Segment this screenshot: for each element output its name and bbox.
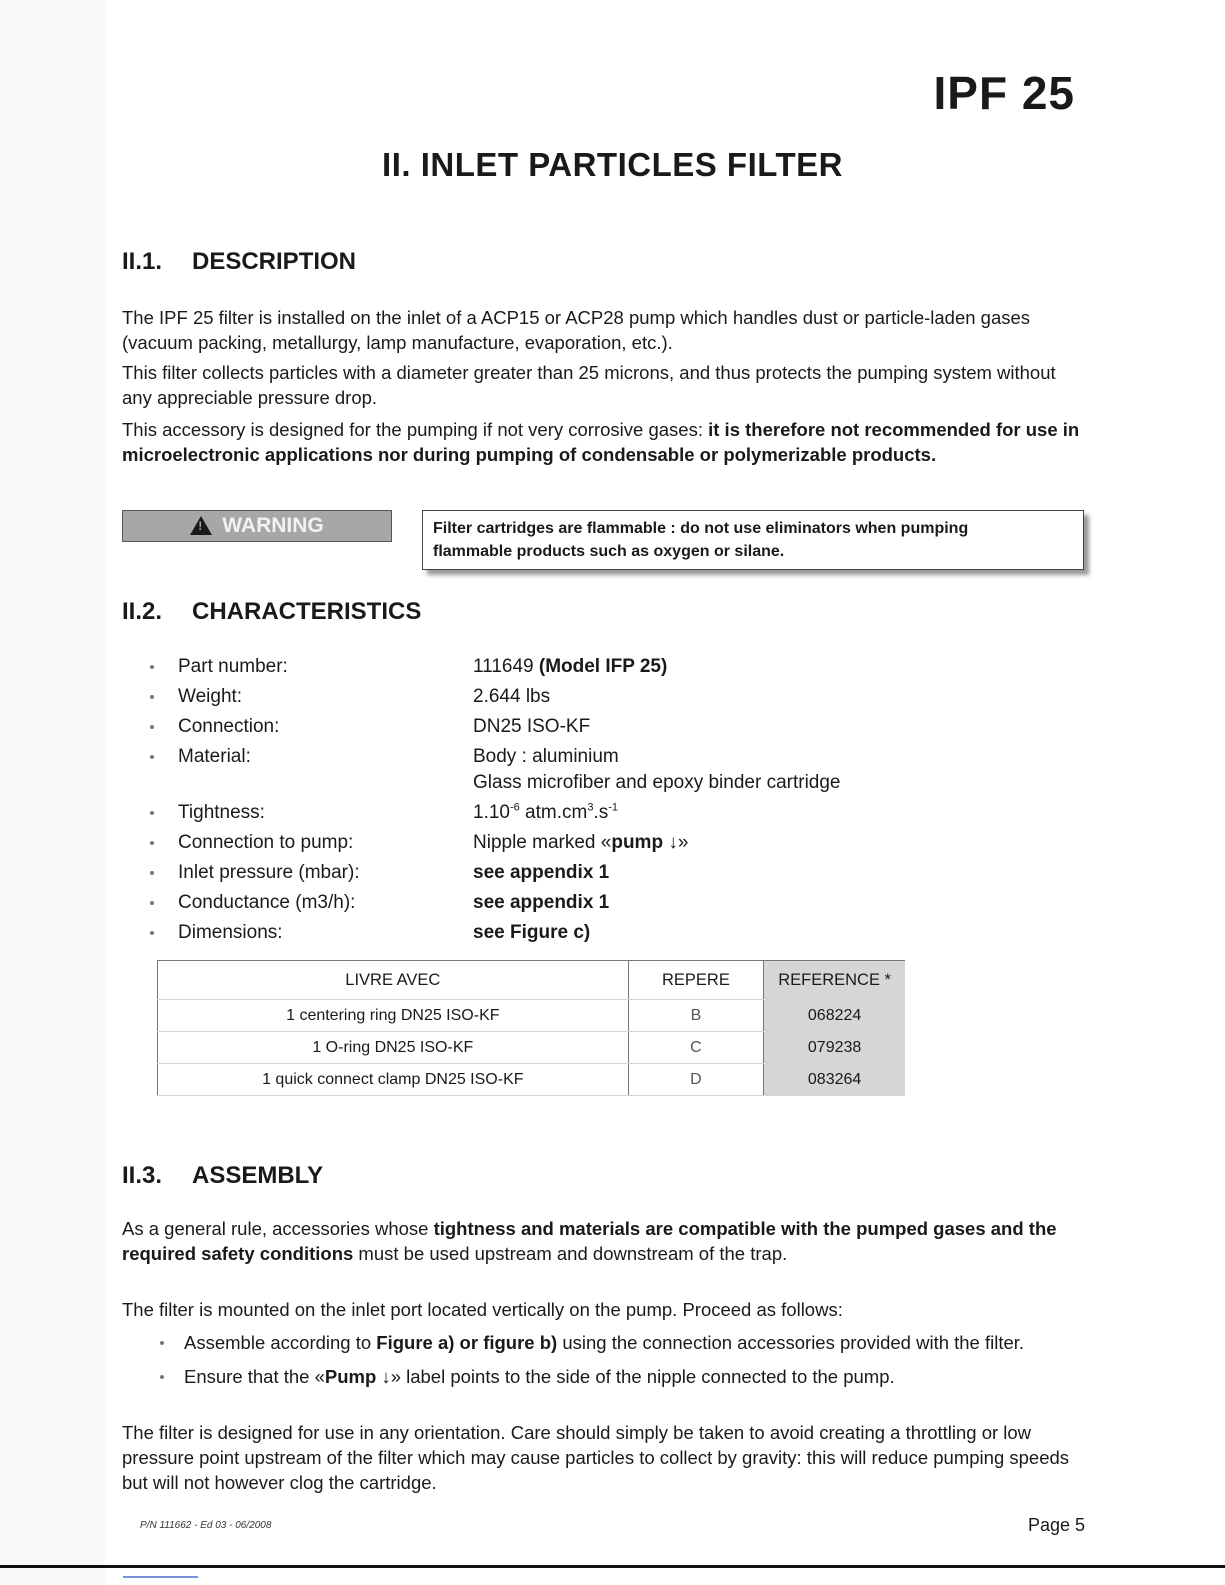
section-number: II.3. — [122, 1162, 163, 1189]
bullet-icon — [150, 901, 154, 905]
assembly-paragraph-2: The filter is mounted on the inlet port located vertically on the pump. Proceed as follows: — [122, 1299, 843, 1320]
section-heading-assembly — [122, 1162, 323, 1190]
spec-label: Weight: — [178, 686, 243, 707]
table-header-row — [158, 961, 906, 1000]
assembly-paragraph-3: The filter is designed for use in any orientation. Care should simply be taken to avoid creating a throttling or low pressure point upstream of the filter which may cause particles to collect by gravity: this will reduce pumping speeds but will not however clog the cartridge. — [122, 1422, 1070, 1493]
list-item-text: Ensure that the « — [184, 1366, 325, 1387]
paragraph-emphasis: tightness and materials are compatible with the pumped gases and the required safety conditions — [122, 1218, 1057, 1264]
page-number: Page 5 — [1027, 1515, 1085, 1535]
spec-value-emphasis: see Figure c) — [473, 922, 591, 943]
bullet-icon — [160, 1375, 164, 1379]
value-exponent: -1 — [608, 801, 619, 814]
supplied-parts-table — [157, 960, 905, 1096]
list-item — [160, 1364, 1090, 1389]
list-item-emphasis: Pump ↓ — [324, 1366, 391, 1387]
bullet-icon — [150, 811, 154, 815]
description-paragraph-2: This filter collects particles with a diameter greater than 25 microns, and thus protects the pumping system without any appreciable pressure drop. — [122, 362, 1056, 408]
assembly-steps-list — [160, 1330, 1090, 1398]
spec-value-emphasis: see appendix 1 — [473, 862, 610, 883]
warning-text-line-1: Filter cartridges are flammable : do not use eliminators when pumping — [433, 520, 969, 537]
table-cell: 1 quick connect clamp DN25 ISO-KF — [158, 1064, 629, 1096]
section-number: II.1. — [122, 248, 163, 275]
list-item-emphasis: Figure a) or figure b) — [376, 1332, 558, 1353]
section-title: ASSEMBLY — [192, 1162, 324, 1189]
spec-label: Conductance (m3/h): — [178, 892, 356, 913]
table-cell: 068224 — [764, 1000, 905, 1032]
chapter-title: II. INLET PARTICLES FILTER — [382, 146, 843, 183]
spec-label: Tightness: — [178, 802, 265, 823]
value-unit: atm.cm — [519, 802, 588, 823]
description-paragraph-1: The IPF 25 filter is installed on the inlet of a ACP15 or ACP28 pump which handles dust or particle-laden gases (vacuum packing, metallurgy, lamp manufacture, evaporation, etc.). — [122, 307, 1031, 353]
description-p3-emphasis: it is therefore not recommended for use in microelectronic applications nor during pumping of condensable or polymerizable products. — [122, 419, 1080, 465]
table-cell: 1 centering ring DN25 ISO-KF — [158, 1000, 629, 1032]
spec-value — [473, 798, 1050, 828]
spec-value: Body : aluminium — [473, 746, 619, 767]
bullet-icon — [150, 725, 154, 729]
spec-value-text: ↓» — [663, 832, 689, 853]
list-item — [160, 1330, 1090, 1355]
value-base: 1.10 — [473, 802, 510, 823]
section-title: CHARACTERISTICS — [192, 598, 422, 625]
spec-value-emphasis: see appendix 1 — [473, 892, 610, 913]
section-heading-description — [122, 248, 356, 276]
value-exponent: 3 — [587, 801, 594, 814]
paragraph-text: must be used upstream and downstream of the trap. — [353, 1243, 788, 1264]
bullet-icon — [150, 695, 154, 699]
spec-value-text: Nipple marked « — [473, 832, 612, 853]
warning-message-box — [422, 510, 1084, 570]
warning-label — [122, 510, 392, 542]
value-exponent: -6 — [509, 801, 520, 814]
bullet-icon — [150, 931, 154, 935]
spec-label: Connection: — [178, 716, 280, 737]
spec-value — [473, 652, 1050, 682]
bullet-icon — [150, 841, 154, 845]
section-heading-characteristics — [122, 598, 421, 626]
spec-row-weight — [150, 682, 1050, 712]
bullet-icon — [150, 755, 154, 759]
spec-row-part-number — [150, 652, 1050, 682]
bullet-icon — [150, 871, 154, 875]
spec-row-connection — [150, 712, 1050, 742]
footer-reference: P/N 111662 - Ed 03 - 06/2008 — [140, 1520, 272, 1531]
bottom-link-underline — [123, 1576, 198, 1578]
spec-value-line-2: Glass microfiber and epoxy binder cartridge — [473, 772, 841, 793]
bullet-icon — [160, 1341, 164, 1345]
description-paragraph-3 — [122, 417, 1087, 467]
table-cell: 083264 — [764, 1064, 905, 1096]
assembly-paragraph-1 — [122, 1216, 1087, 1266]
list-item-text: using the connection accessories provided with the filter. — [557, 1332, 1025, 1353]
spec-value: DN25 ISO-KF — [473, 716, 591, 737]
page-bottom-rule — [0, 1565, 1225, 1568]
table-row — [158, 1064, 906, 1096]
spec-label: Part number: — [178, 656, 288, 677]
paragraph-text: As a general rule, accessories whose — [122, 1218, 434, 1239]
section-number: II.2. — [122, 598, 163, 625]
document-code: IPF 25 — [933, 67, 1075, 119]
spec-value-emphasis: (Model IFP 25) — [538, 656, 668, 677]
table-cell: 1 O-ring DN25 ISO-KF — [158, 1032, 629, 1064]
table-header-cell: LIVRE AVEC — [158, 961, 629, 1000]
table-row — [158, 1032, 906, 1064]
table-cell: B — [628, 1000, 764, 1032]
spec-value — [473, 828, 1050, 858]
table-cell: D — [628, 1064, 764, 1096]
section-title: DESCRIPTION — [192, 248, 357, 275]
spec-row-connection-to-pump — [150, 828, 1050, 858]
spec-label: Inlet pressure (mbar): — [178, 862, 360, 883]
table-cell: C — [628, 1032, 764, 1064]
description-p3-text: This accessory is designed for the pumping if not very corrosive gases: — [122, 419, 709, 440]
table-header-cell: REPERE — [628, 961, 764, 1000]
list-item-text: » label points to the side of the nipple connected to the pump. — [390, 1366, 895, 1387]
spec-row-conductance — [150, 888, 1050, 918]
spec-label: Dimensions: — [178, 922, 283, 943]
characteristics-list — [150, 652, 1050, 948]
spec-label: Connection to pump: — [178, 832, 354, 853]
spec-value — [473, 858, 1050, 888]
warning-text-line-2: flammable products such as oxygen or silane. — [433, 543, 785, 560]
spec-row-tightness — [150, 798, 1050, 828]
spec-value-emphasis: pump — [611, 832, 664, 853]
spec-value: 2.644 lbs — [473, 686, 551, 707]
bullet-icon — [150, 665, 154, 669]
table-row — [158, 1000, 906, 1032]
warning-label-text: WARNING — [222, 514, 324, 537]
spec-label: Material: — [178, 746, 251, 767]
spec-row-inlet-pressure — [150, 858, 1050, 888]
spec-row-material — [150, 742, 1050, 794]
warning-triangle-icon — [190, 516, 212, 535]
spec-value — [473, 888, 1050, 918]
value-unit: .s — [593, 802, 609, 823]
table-cell: 079238 — [764, 1032, 905, 1064]
page-margin-shade — [0, 0, 105, 1585]
spec-value-text: 111649 — [473, 656, 539, 677]
spec-value — [473, 918, 1050, 948]
spec-row-dimensions — [150, 918, 1050, 948]
list-item-text: Assemble according to — [184, 1332, 377, 1353]
table-header-cell: REFERENCE * — [764, 961, 905, 1000]
